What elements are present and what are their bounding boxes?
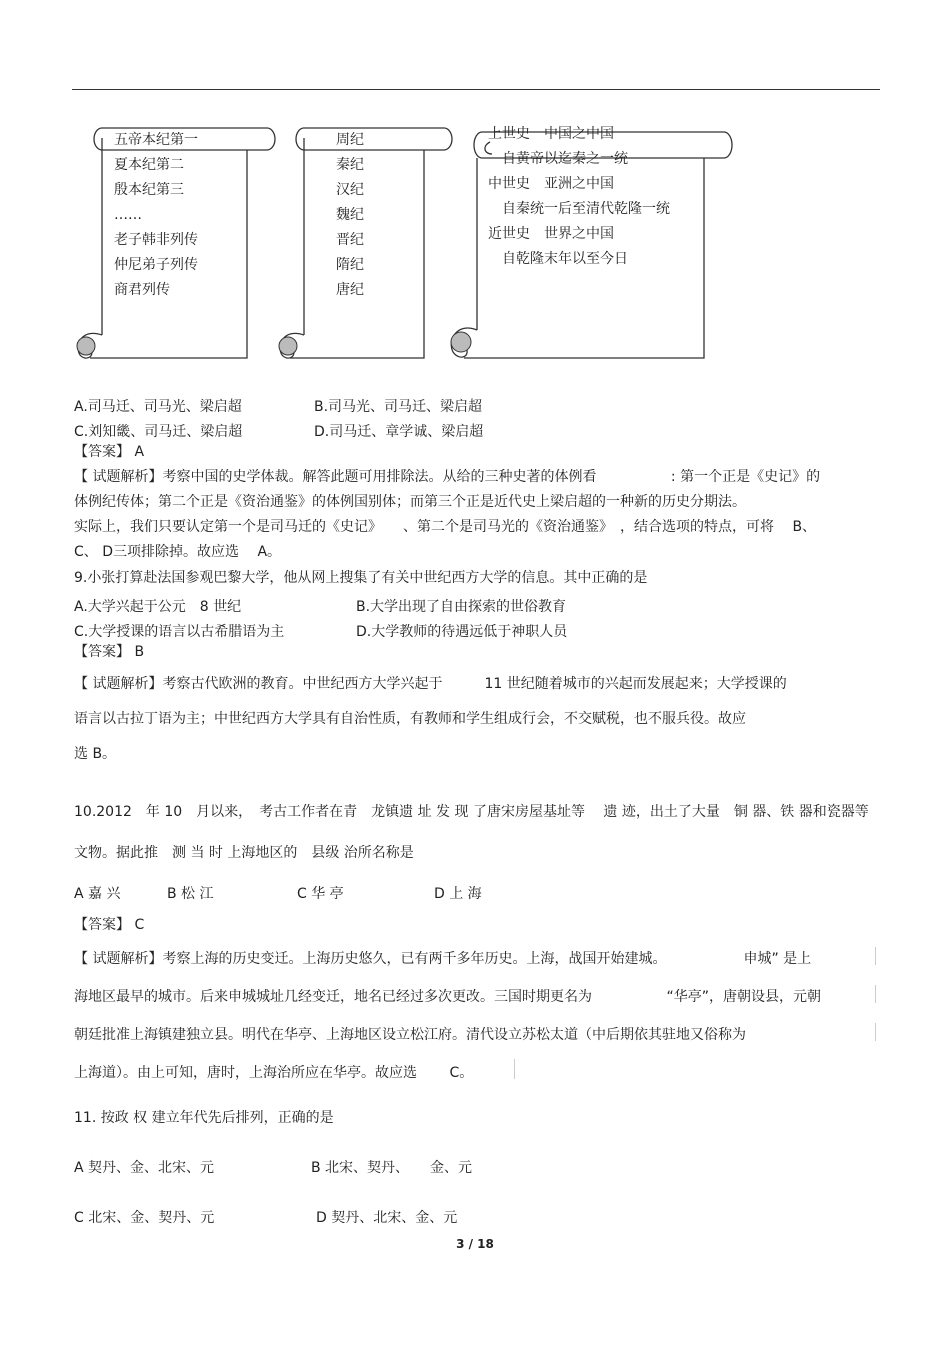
scroll2-item: 汉纪 — [336, 182, 364, 198]
q9-option-a: A.大学兴起于公元 8 世纪 — [74, 599, 242, 615]
q8-option-b: B.司马光、司马迁、梁启超 — [314, 399, 483, 415]
scroll3-item: 上世史 中国之中国 — [488, 126, 614, 142]
q8-option-c: C.刘知畿、司马迁、梁启超 — [74, 424, 243, 440]
q10-analysis-line: 海地区最早的城市。后来申城城址几经变迁，地名已经过多次更改。三国时期更名为 “华亭”，唐朝设县，元朝 — [74, 989, 821, 1005]
q10-question-line: 文物。据此推 测 当 时 上海地区的 县级 治所名称是 — [74, 845, 414, 861]
q9-block — [74, 566, 879, 591]
scroll2-top-roll — [304, 128, 452, 150]
scroll3-item: 中世史 亚洲之中国 — [488, 176, 614, 192]
scroll2-item: 唐纪 — [336, 282, 364, 298]
q8-analysis-line: C、 D三项排除掉。故应选 A。 — [74, 544, 282, 560]
q10-analysis — [74, 940, 879, 1092]
scroll1-item: 老子韩非列传 — [114, 232, 198, 248]
scroll1-item: …… — [114, 207, 142, 223]
scroll3-item: 自秦统一后至清代乾隆一统 — [488, 201, 670, 217]
scroll2-item: 秦纪 — [336, 157, 364, 173]
q10-analysis-line: 上海道）。由上可知，唐时，上海治所应在华亭。故应选 C。 — [74, 1065, 474, 1081]
scroll3-item: 近世史 世界之中国 — [488, 226, 614, 242]
q10-question — [74, 792, 879, 874]
q11-option-c: C 北宋、金、契丹、元 — [74, 1210, 215, 1226]
q9-option-d: D.大学教师的待遇远低于神职人员 — [356, 624, 568, 640]
header-rule — [72, 89, 880, 90]
q9-option-b: B.大学出现了自由探索的世俗教育 — [356, 599, 567, 615]
scroll3-text — [488, 122, 670, 272]
scroll-figures — [72, 120, 752, 370]
q9-analysis-line: 语言以古拉丁语为主；中世纪西方大学具有自治性质，有教师和学生组成行会，不交赋税，也不服兵役。故应 — [74, 711, 746, 727]
q8-answer: 【答案】 A — [74, 444, 145, 460]
q10-answer-row — [74, 913, 879, 938]
scroll3-item: 自乾隆末年以至今日 — [488, 251, 628, 267]
page-number: 3 / 18 — [456, 1237, 494, 1251]
scroll1-item: 夏本纪第二 — [114, 157, 184, 173]
q8-answer-block — [74, 440, 879, 565]
q11-option-a: A 契丹、金、北宋、元 — [74, 1160, 215, 1176]
q10-option-a: A 嘉 兴 — [74, 886, 121, 902]
q10-option-c: C 华 亭 — [297, 886, 344, 902]
q9-answer-row — [74, 640, 879, 665]
q8-analysis-line: 体例纪传体；第二个正是《资治通鉴》的体例国别体；而第三个正是近代史上梁启超的一种新的历史分期法。 — [74, 494, 746, 510]
scroll1-item: 商君列传 — [114, 282, 170, 298]
q11-question: 11. 按政 权 建立年代先后排列，正确的是 — [74, 1110, 334, 1126]
q9-option-c: C.大学授课的语言以古希腊语为主 — [74, 624, 285, 640]
scroll2-text — [336, 128, 364, 303]
scroll2-item: 晋纪 — [336, 232, 364, 248]
q10-analysis-line: 朝廷批准上海镇建独立县。明代在华亭、上海地区设立松江府。清代设立苏松太道（中后期依其驻地又俗称为 — [74, 1027, 746, 1043]
q10-question-line: 10.2012 年 10 月以来， 考古工作者在青 龙镇遗 址 发 现 了唐宋房屋基址等 遗 迹，出土了大量 铜 器、铁 器和瓷器等 — [74, 804, 869, 820]
q8-option-d: D.司马迁、章学诚、梁启超 — [314, 424, 484, 440]
q10-analysis-line: 【 试题解析】考察上海的历史变迁。上海历史悠久，已有两千多年历史。上海，战国开始建城。 申城” 是上 — [74, 951, 812, 967]
q8-analysis-line: 实际上，我们只要认定第一个是司马迁的《史记》 、第二个是司马光的《资治通鉴》 ，结合选项的特点，可将 B、 — [74, 519, 817, 535]
q10-option-d: D 上 海 — [434, 886, 482, 902]
scroll2-item: 隋纪 — [336, 257, 364, 273]
q8-analysis-line: 【 试题解析】考察中国的史学体裁。解答此题可用排除法。从给的三种史著的体例看 : 第一个正是《史记》的 — [74, 469, 821, 485]
scroll1-text — [114, 128, 198, 303]
q11-option-b: B 北宋、契丹、 金、元 — [311, 1160, 473, 1176]
scroll3-item: 自黄帝以迄秦之一统 — [488, 151, 628, 167]
scroll2-item: 周纪 — [336, 132, 364, 148]
q9-analysis — [74, 667, 879, 772]
scroll1-item: 五帝本纪第一 — [114, 132, 198, 148]
q9-analysis-line: 选 B。 — [74, 746, 117, 762]
q10-option-b: B 松 江 — [167, 886, 214, 902]
q11-option-d: D 契丹、北宋、金、元 — [316, 1210, 458, 1226]
scroll1-item: 殷本纪第三 — [114, 182, 184, 198]
q10-answer: 【答案】 C — [74, 917, 145, 933]
q9-analysis-line: 【 试题解析】考察古代欧洲的教育。中世纪西方大学兴起于 11 世纪随着城市的兴起而发展起来；大学授课的 — [74, 676, 787, 692]
scroll2-item: 魏纪 — [336, 207, 364, 223]
q9-question: 9.小张打算赴法国参观巴黎大学，他从网上搜集了有关中世纪西方大学的信息。其中正确的是 — [74, 570, 648, 586]
q8-option-a: A.司马迁、司马光、梁启超 — [74, 399, 242, 415]
scroll1-item: 仲尼弟子列传 — [114, 257, 198, 273]
q9-answer: 【答案】 B — [74, 644, 145, 660]
